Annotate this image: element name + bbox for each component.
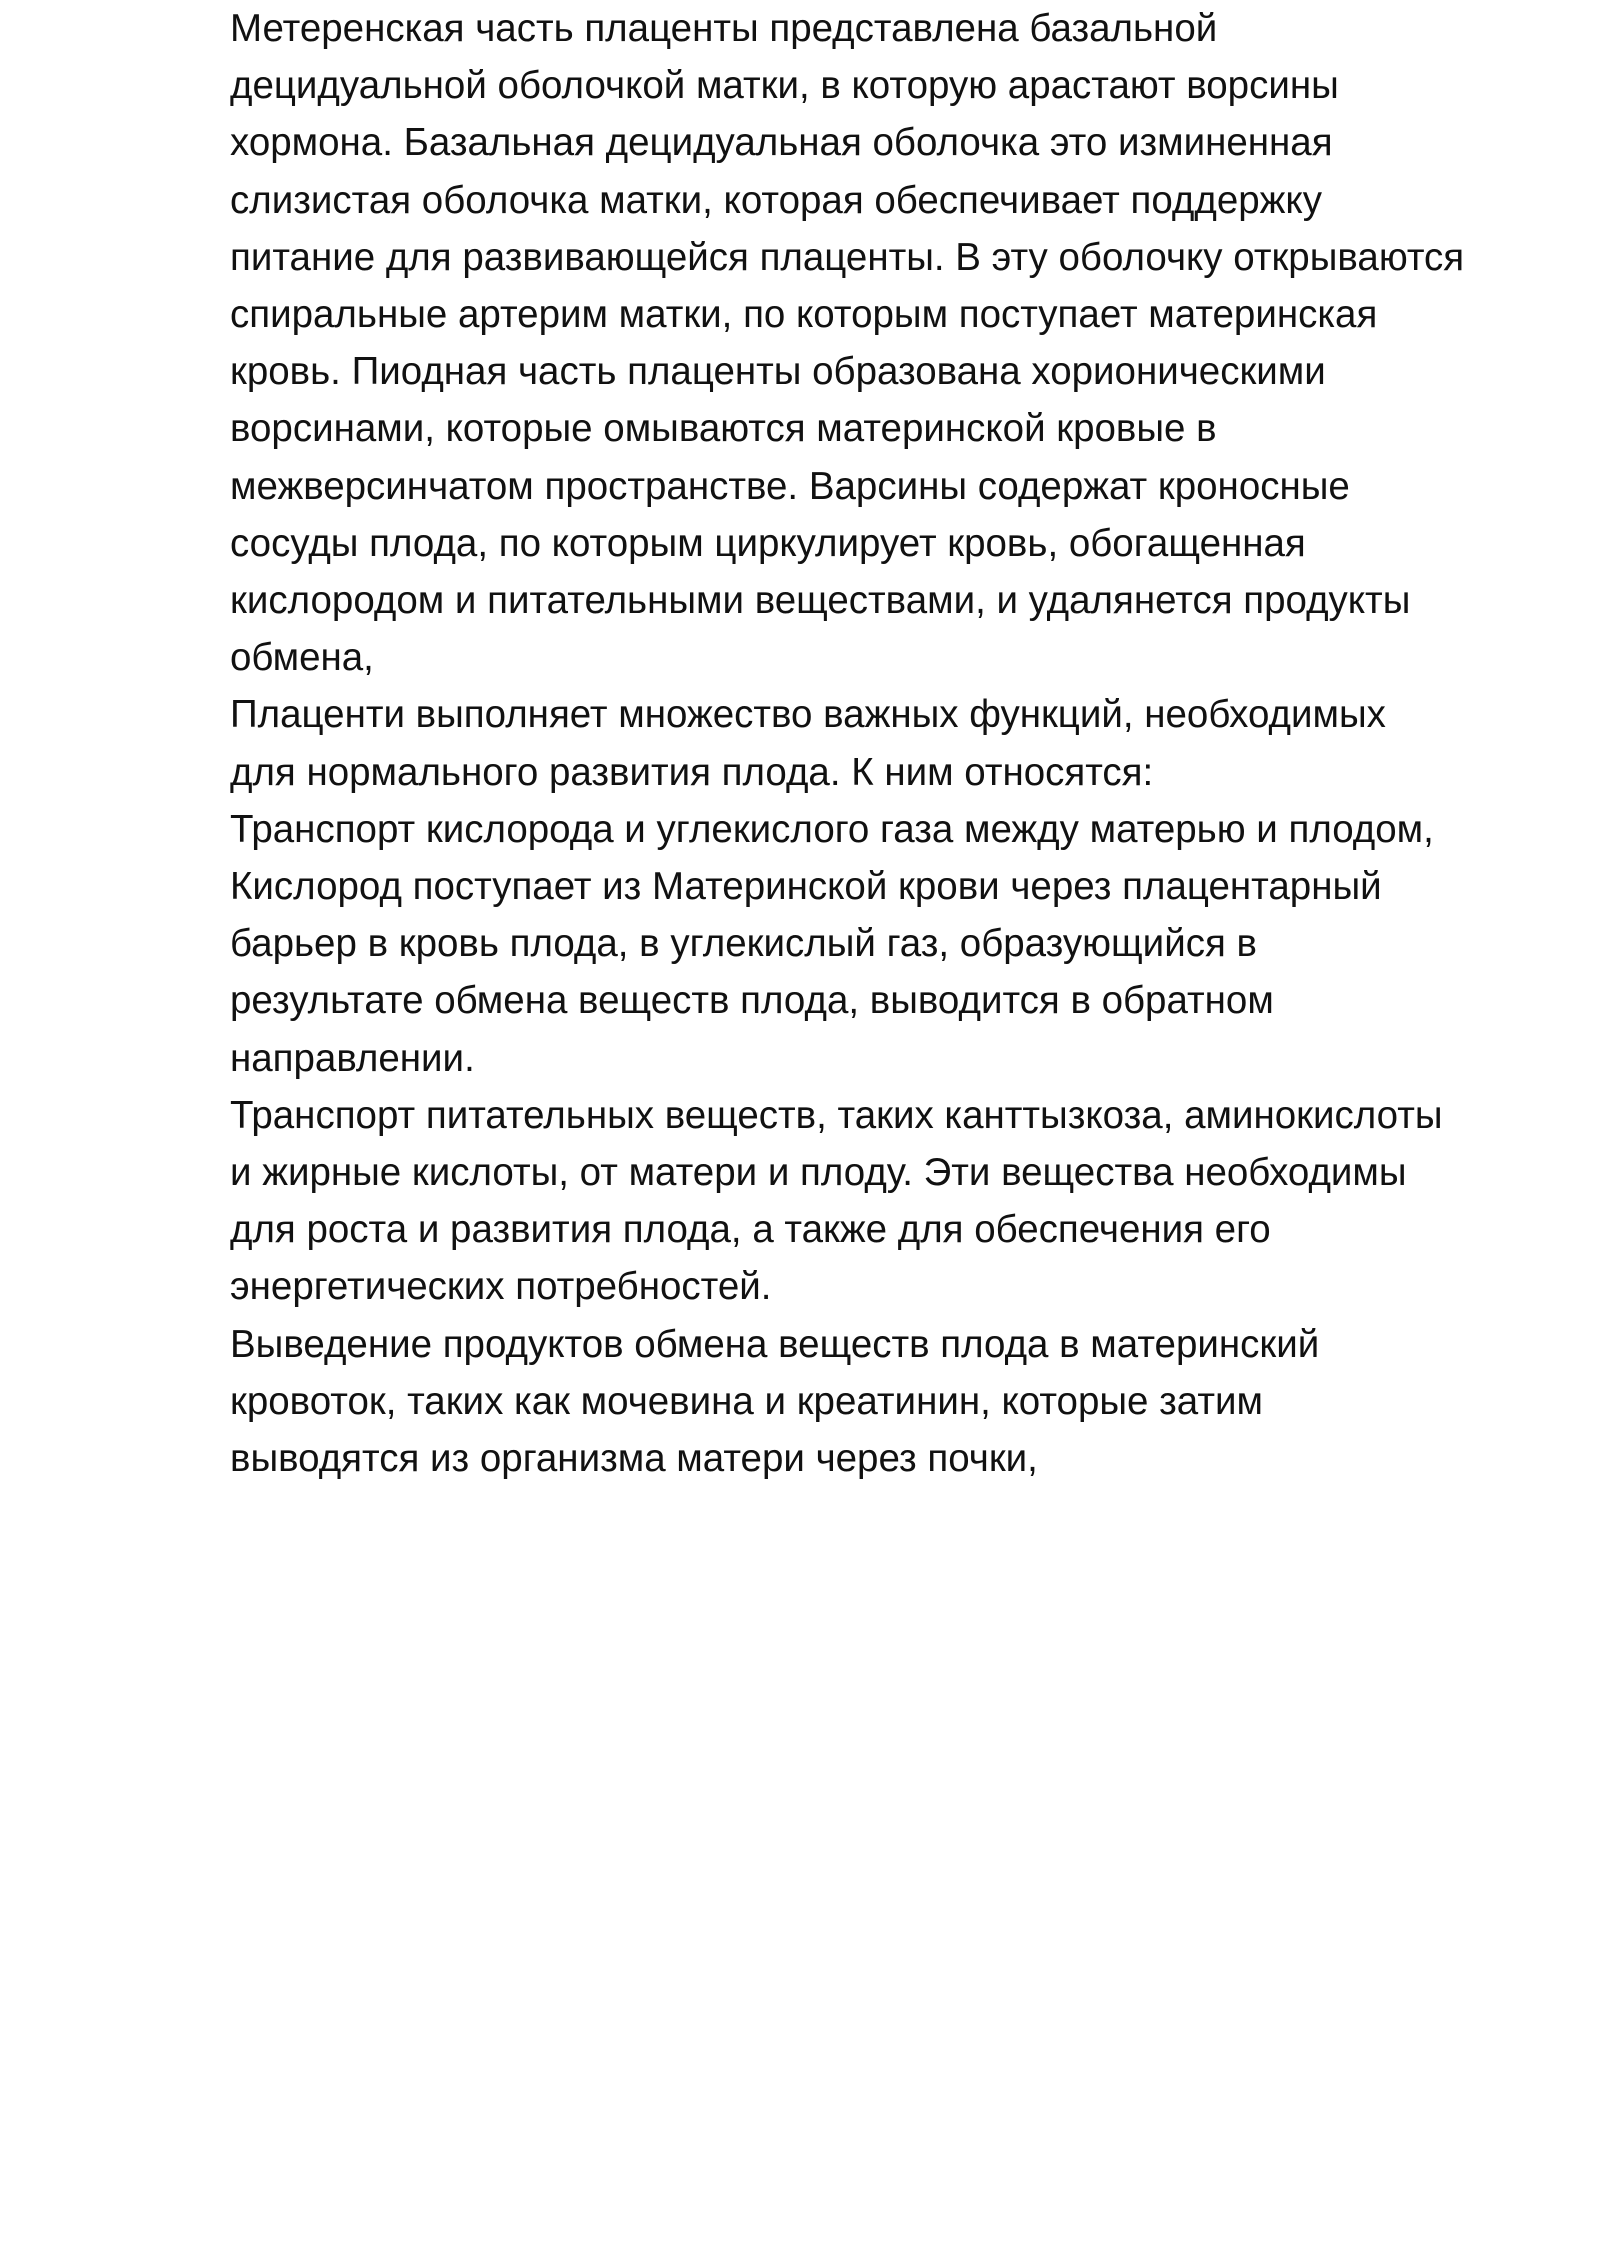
text-line: Выведение продуктов обмена веществ плода в материнский xyxy=(230,1322,1320,1366)
text-line: питание для развивающейся плаценты. В эту оболочку открываются xyxy=(230,235,1465,279)
text-line: межверсинчатом пространстве. Варсины содержат кроносные xyxy=(230,464,1350,508)
text-line: Плаценти выполняет множество важных функций, необходимых xyxy=(230,693,1386,737)
text-line: барьер в кровь плода, в углекислый газ, образующийся в xyxy=(230,922,1257,966)
text-line: кровоток, таких как мочевина и креатинин, которые затим xyxy=(230,1379,1263,1423)
text-line: слизистая оболочка матки, которая обеспечивает поддержку xyxy=(230,178,1322,222)
text-line: Кислород поступает из Материнской крови через плацентарный xyxy=(230,865,1382,909)
paragraph-nutrient-transport xyxy=(230,1087,1530,1316)
paragraph-gas-transport xyxy=(230,801,1530,1087)
text-line: ворсинами, которые омываются материнской кровые в xyxy=(230,407,1217,451)
text-line: спиральные артерим матки, по которым поступает материнская xyxy=(230,293,1378,337)
text-line: Транспорт питательных веществ, таких канттызкоза, аминокислоты xyxy=(230,1093,1443,1137)
text-line: сосуды плода, по которым циркулирует кровь, обогащенная xyxy=(230,521,1306,565)
text-line: направлении. xyxy=(230,1036,475,1080)
text-line: децидуальной оболочкой матки, в которую арастают ворсины xyxy=(230,64,1339,108)
text-line: результате обмена веществ плода, выводится в обратном xyxy=(230,979,1274,1023)
text-line: выводятся из организма матери через почки, xyxy=(230,1437,1038,1481)
paragraph-functions-intro xyxy=(230,686,1530,800)
text-line: Транспорт кислорода и углекислого газа между матерью и плодом, xyxy=(230,807,1434,851)
text-line: для роста и развития плода, а также для обеспечения его xyxy=(230,1208,1271,1252)
paragraph-placenta-structure xyxy=(230,0,1530,686)
text-body xyxy=(230,0,1530,1487)
text-line: энергетических потребностей. xyxy=(230,1265,772,1309)
text-line: кровь. Пиодная часть плаценты образована хорионическими xyxy=(230,350,1326,394)
text-line: хормона. Базальная децидуальная оболочка это изминенная xyxy=(230,121,1333,165)
paragraph-waste-removal xyxy=(230,1316,1530,1488)
text-line: для нормального развития плода. К ним относятся: xyxy=(230,750,1154,794)
text-line: обмена, xyxy=(230,636,374,680)
text-line: кислородом и питательными веществами, и удалянется продукты xyxy=(230,579,1411,623)
text-line: Метеренская часть плаценты представлена базальной xyxy=(230,7,1218,50)
text-line: и жирные кислоты, от матери и плоду. Эти вещества необходимы xyxy=(230,1151,1407,1195)
